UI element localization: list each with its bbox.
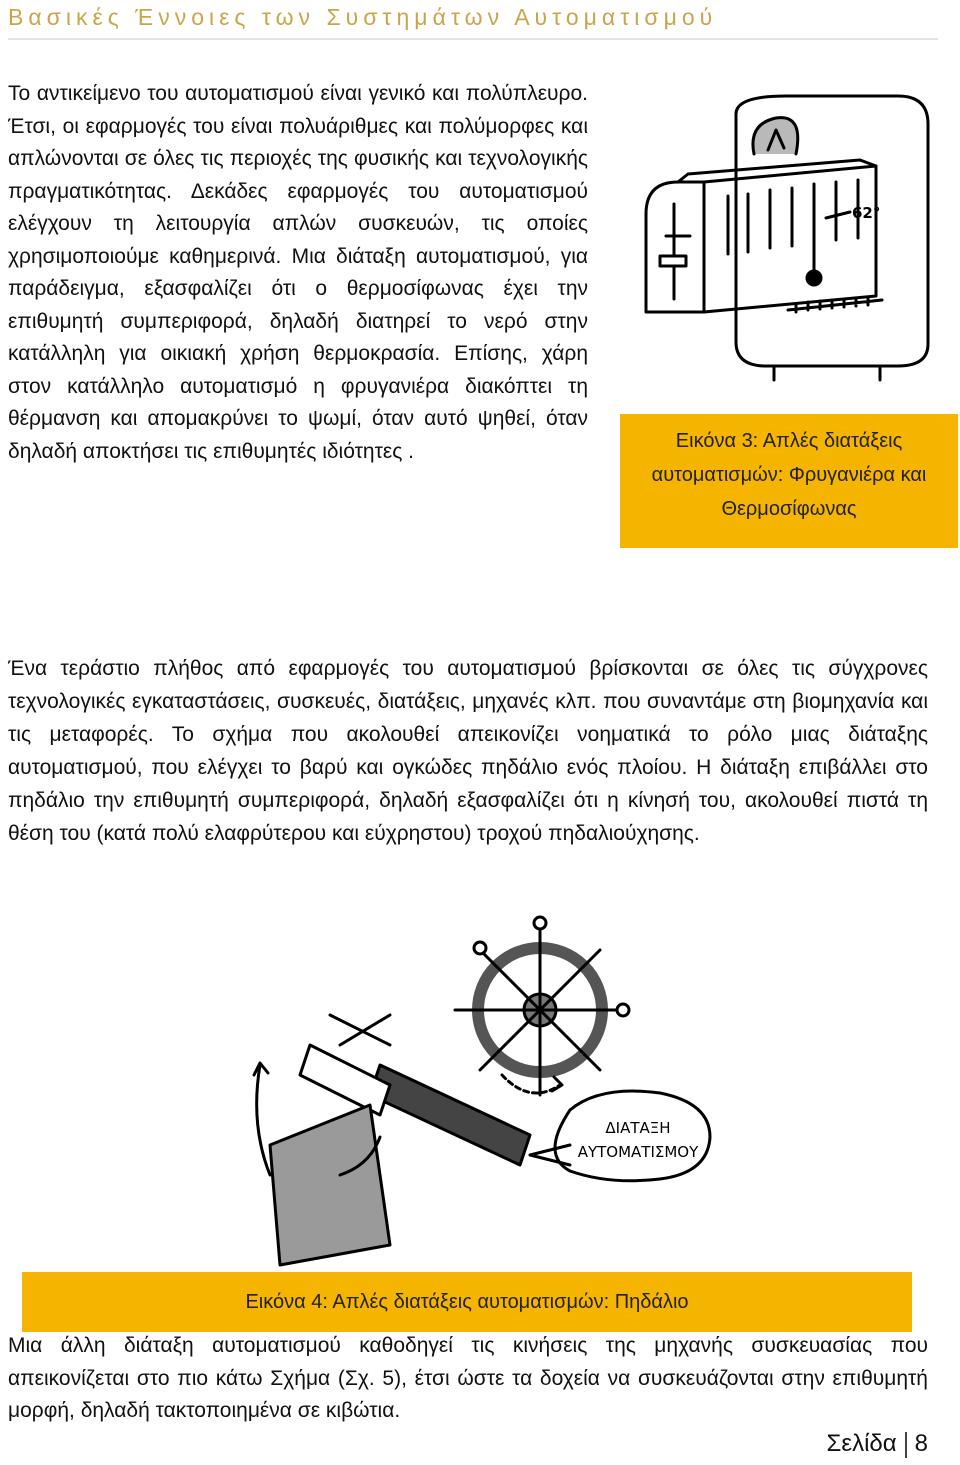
page-label: Σελίδα: [826, 1430, 897, 1457]
running-header: Βασικές Έννοιες των Συστημάτων Αυτοματισμού: [8, 4, 938, 40]
rudder-illustration: [240, 915, 720, 1270]
page-number: [827, 1430, 928, 1458]
bubble-line1: ΔΙΑΤΑΞΗ: [605, 1119, 671, 1137]
figure-ship-rudder: [240, 915, 720, 1270]
thermometer-label: 62°: [852, 204, 881, 222]
toaster-heater-illustration: [636, 84, 952, 384]
paragraph-intro: Το αντικείμενο του αυτοματισμού είναι γενικό και πολύπλευρο. Έτσι, οι εφαρμογές του είναι πολυάριθμες και πολύμορφες και απλώνονται σε όλες τις περιοχές της φυσικής και τεχνολογικής πραγματικότητας. Δεκάδες εφαρμογές του αυτοματισμού ελέγχουν τη λειτουργία απλών συσκευών, τις οποίες χρησιμοποιούμε καθημερινά. Μια διάταξη αυτοματισμού, για παράδειγμα, εξασφαλίζει ότι ο θερμοσίφωνας έχει την επιθυμητή συμπεριφορά, δηλαδή διατηρεί το νερό στην κατάλληλη για οικιακή χρήση θερμοκρασία. Επίσης, χάρη στον κατάλληλο αυτοματισμό η φρυγανιέρα διακόπτει τη θέρμανση και απομακρύνει το ψωμί, όταν αυτό ψηθεί, όταν δηλαδή αποκτήσει τις επιθυμητές ιδιότητες .: [8, 82, 588, 463]
page-number-value: 8: [914, 1430, 928, 1457]
bubble-line2: ΑΥΤΟΜΑΤΙΣΜΟΥ: [577, 1143, 699, 1161]
paragraph-industry: Ένα τεράστιο πλήθος από εφαρμογές του αυτοματισμού βρίσκονται σε όλες τις σύγχρονες τεχνολογικές εγκαταστάσεις, συσκευές, διατάξεις, μηχανές κλπ. που συναντάμε στη βιομηχανία και τις μεταφορές. Το σχήμα που ακολουθεί απεικονίζει νοηματικά το ρόλο μιας διάταξης αυτοματισμού, που ελέγχει το βαρύ και ογκώδες πηδάλιο ενός πλοίου. Η διάταξη επιβάλλει στο πηδάλιο την επιθυμητή συμπεριφορά, δηλαδή εξασφαλίζει ότι η κίνησή του, ακολουθεί πιστά τη θέση του (κατά πολύ ελαφρύτερου και εύχρηστου) τροχού πηδαλιούχησης.: [8, 657, 928, 845]
figure-toaster-water-heater: [636, 84, 952, 384]
figure4-caption: Εικόνα 4: Απλές διατάξεις αυτοματισμών: Πηδάλιο: [22, 1272, 912, 1332]
paragraph-packaging: Μια άλλη διάταξη αυτοματισμού καθοδηγεί τις κινήσεις της μηχανής συσκευασίας που απεικονίζεται στο πιο κάτω Σχήμα (Σχ. 5), έτσι ώστε τα δοχεία να συσκευάζονται στην επιθυμητή μορφή, δηλαδή τακτοποιημένα σε κιβώτια.: [8, 1334, 928, 1422]
page-separator: [905, 1432, 907, 1458]
figure3-caption: Εικόνα 3: Απλές διατάξεις αυτοματισμών: Φρυγανιέρα και Θερμοσίφωνας: [620, 414, 958, 548]
